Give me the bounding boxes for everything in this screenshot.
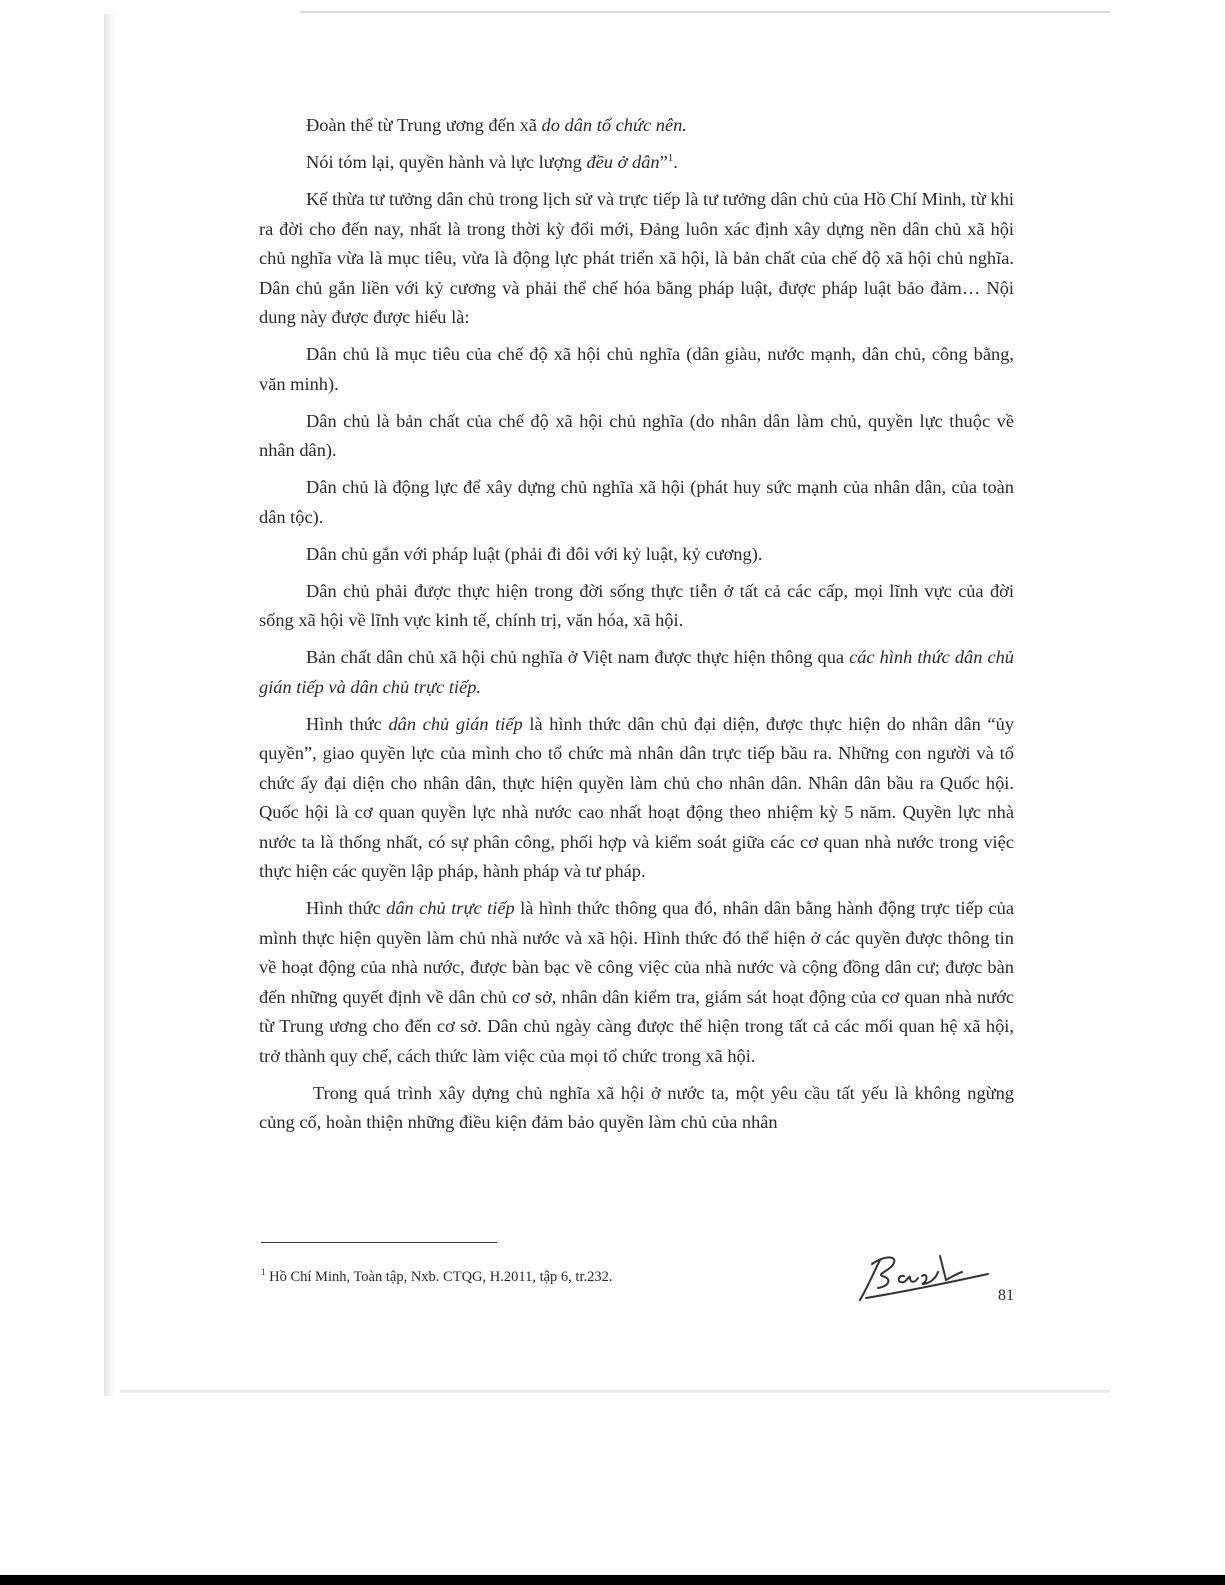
page-shadow bbox=[104, 14, 116, 1396]
text-run: là hình thức dân chủ đại diện, được thực hiện do nhân dân “ủy quyền”, giao quyền lực của mình cho tổ chức mà nhân dân trực tiếp bầu ra. Những con người và tổ chức ấy đại diện cho nhân dân, thực hiện quyền làm chủ cho nhân dân. Nhân dân bầu ra Quốc hội. Quốc hội là cơ quan quyền lực nhà nước cao nhất hoạt động theo nhiệm kỳ 5 năm. Quyền lực nhà nước ta là thống nhất, có sự phân công, phối hợp và kiểm soát giữa các cơ quan nhà nước trong việc thực hiện các quyền lập pháp, hành pháp và tư pháp. bbox=[259, 713, 1014, 881]
paragraph-1 bbox=[259, 111, 1014, 141]
scan-border bbox=[0, 1575, 1225, 1585]
paragraph-11 bbox=[259, 894, 1014, 1071]
italic-run: dân chủ gián tiếp bbox=[388, 713, 523, 734]
paragraph-4: Dân chủ là mục tiêu của chế độ xã hội chủ nghĩa (dân giàu, nước mạnh, dân chủ, công bằng, văn minh). bbox=[259, 344, 1014, 394]
italic-run: đều ở dân bbox=[586, 152, 660, 172]
paragraph-7: Dân chủ gắn với pháp luật (phải đi đôi với kỷ luật, kỷ cương). bbox=[306, 543, 763, 564]
paragraph-8: Dân chủ phải được thực hiện trong đời sống thực tiễn ở tất cả các cấp, mọi lĩnh vực của đời sống xã hội về lĩnh vực kinh tế, chính trị, văn hóa, xã hội. bbox=[259, 580, 1014, 630]
footnote bbox=[261, 1268, 821, 1286]
text-run: Hình thức bbox=[306, 898, 387, 918]
italic-run: các hình thức dân chủ gián tiếp và dân chủ trực tiếp. bbox=[259, 647, 1014, 697]
text-run: ” bbox=[659, 152, 668, 172]
footnote-separator bbox=[261, 1242, 497, 1243]
footnote-mark: 1 bbox=[261, 1267, 266, 1278]
paragraph-12: Trong quá trình xây dựng chủ nghĩa xã hội ở nước ta, một yêu cầu tất yếu là không ngừng củng cố, hoàn thiện những điều kiện đảm bảo quyền làm chủ của nhân bbox=[259, 1082, 1014, 1132]
text-run: . bbox=[673, 152, 678, 172]
paragraph-3: Kế thừa tư tưởng dân chủ trong lịch sử và trực tiếp là tư tưởng dân chủ của Hồ Chí Minh, từ khi ra đời cho đến nay, nhất là trong thời kỳ đổi mới, Đảng luôn xác định xây dựng nền dân chủ xã hội chủ nghĩa vừa là mục tiêu, vừa là động lực phát triển xã hội, là bản chất của chế độ xã hội chủ nghĩa. Dân chủ gắn liền với kỷ cương và phải thể chế hóa bằng pháp luật, được pháp luật bảo đảm… Nội dung này được được hiểu là: bbox=[259, 189, 1014, 327]
handwritten-signature bbox=[852, 1250, 992, 1310]
page-top-edge bbox=[300, 11, 1110, 13]
paragraph-9 bbox=[259, 643, 1014, 702]
footnote-reference[interactable]: 1 bbox=[667, 151, 674, 164]
text-run: Bản chất dân chủ xã hội chủ nghĩa ở Việt nam được thực hiện thông qua bbox=[306, 647, 850, 667]
page-number: 81 bbox=[998, 1287, 1014, 1304]
footnote-text: Hồ Chí Minh, Toàn tập, Nxb. CTQG, H.2011, tập 6, tr.232. bbox=[265, 1269, 613, 1285]
text-run: là hình thức thông qua đó, nhân dân bằng hành động trực tiếp của mình thực hiện quyền làm chủ nhà nước và xã hội. Hình thức đó thể hiện ở các quyền được thông tin về hoạt động của nhà nước, được bàn bạc về công việc của nhà nước và cộng đồng dân cư; được bàn đến những quyết định về dân chủ cơ sở, nhân dân kiểm tra, giám sát hoạt động của cơ quan nhà nước từ Trung ương cho đến cơ sở. Dân chủ ngày càng được thể hiện trong tất cả các mối quan hệ xã hội, trở thành quy chế, cách thức làm việc của mọi tổ chức trong xã hội. bbox=[259, 898, 1015, 1066]
paragraph-5: Dân chủ là bản chất của chế độ xã hội chủ nghĩa (do nhân dân làm chủ, quyền lực thuộc về nhân dân). bbox=[259, 410, 1014, 460]
paragraph-6: Dân chủ là động lực để xây dựng chủ nghĩa xã hội (phát huy sức mạnh của nhân dân, của toàn dân tộc). bbox=[259, 477, 1014, 527]
paragraph-10 bbox=[259, 710, 1014, 887]
text-run: Nói tóm lại, quyền hành và lực lượng bbox=[306, 152, 587, 172]
page-bottom-edge bbox=[120, 1390, 1110, 1393]
italic-run: dân chủ trực tiếp bbox=[386, 898, 515, 918]
body-text bbox=[259, 111, 1014, 1145]
paragraph-2 bbox=[259, 148, 1014, 178]
text-run: Hình thức bbox=[306, 713, 389, 734]
italic-run: do dân tổ chức nên. bbox=[541, 115, 687, 135]
text-run: Đoàn thể từ Trung ương đến xã bbox=[306, 115, 542, 135]
